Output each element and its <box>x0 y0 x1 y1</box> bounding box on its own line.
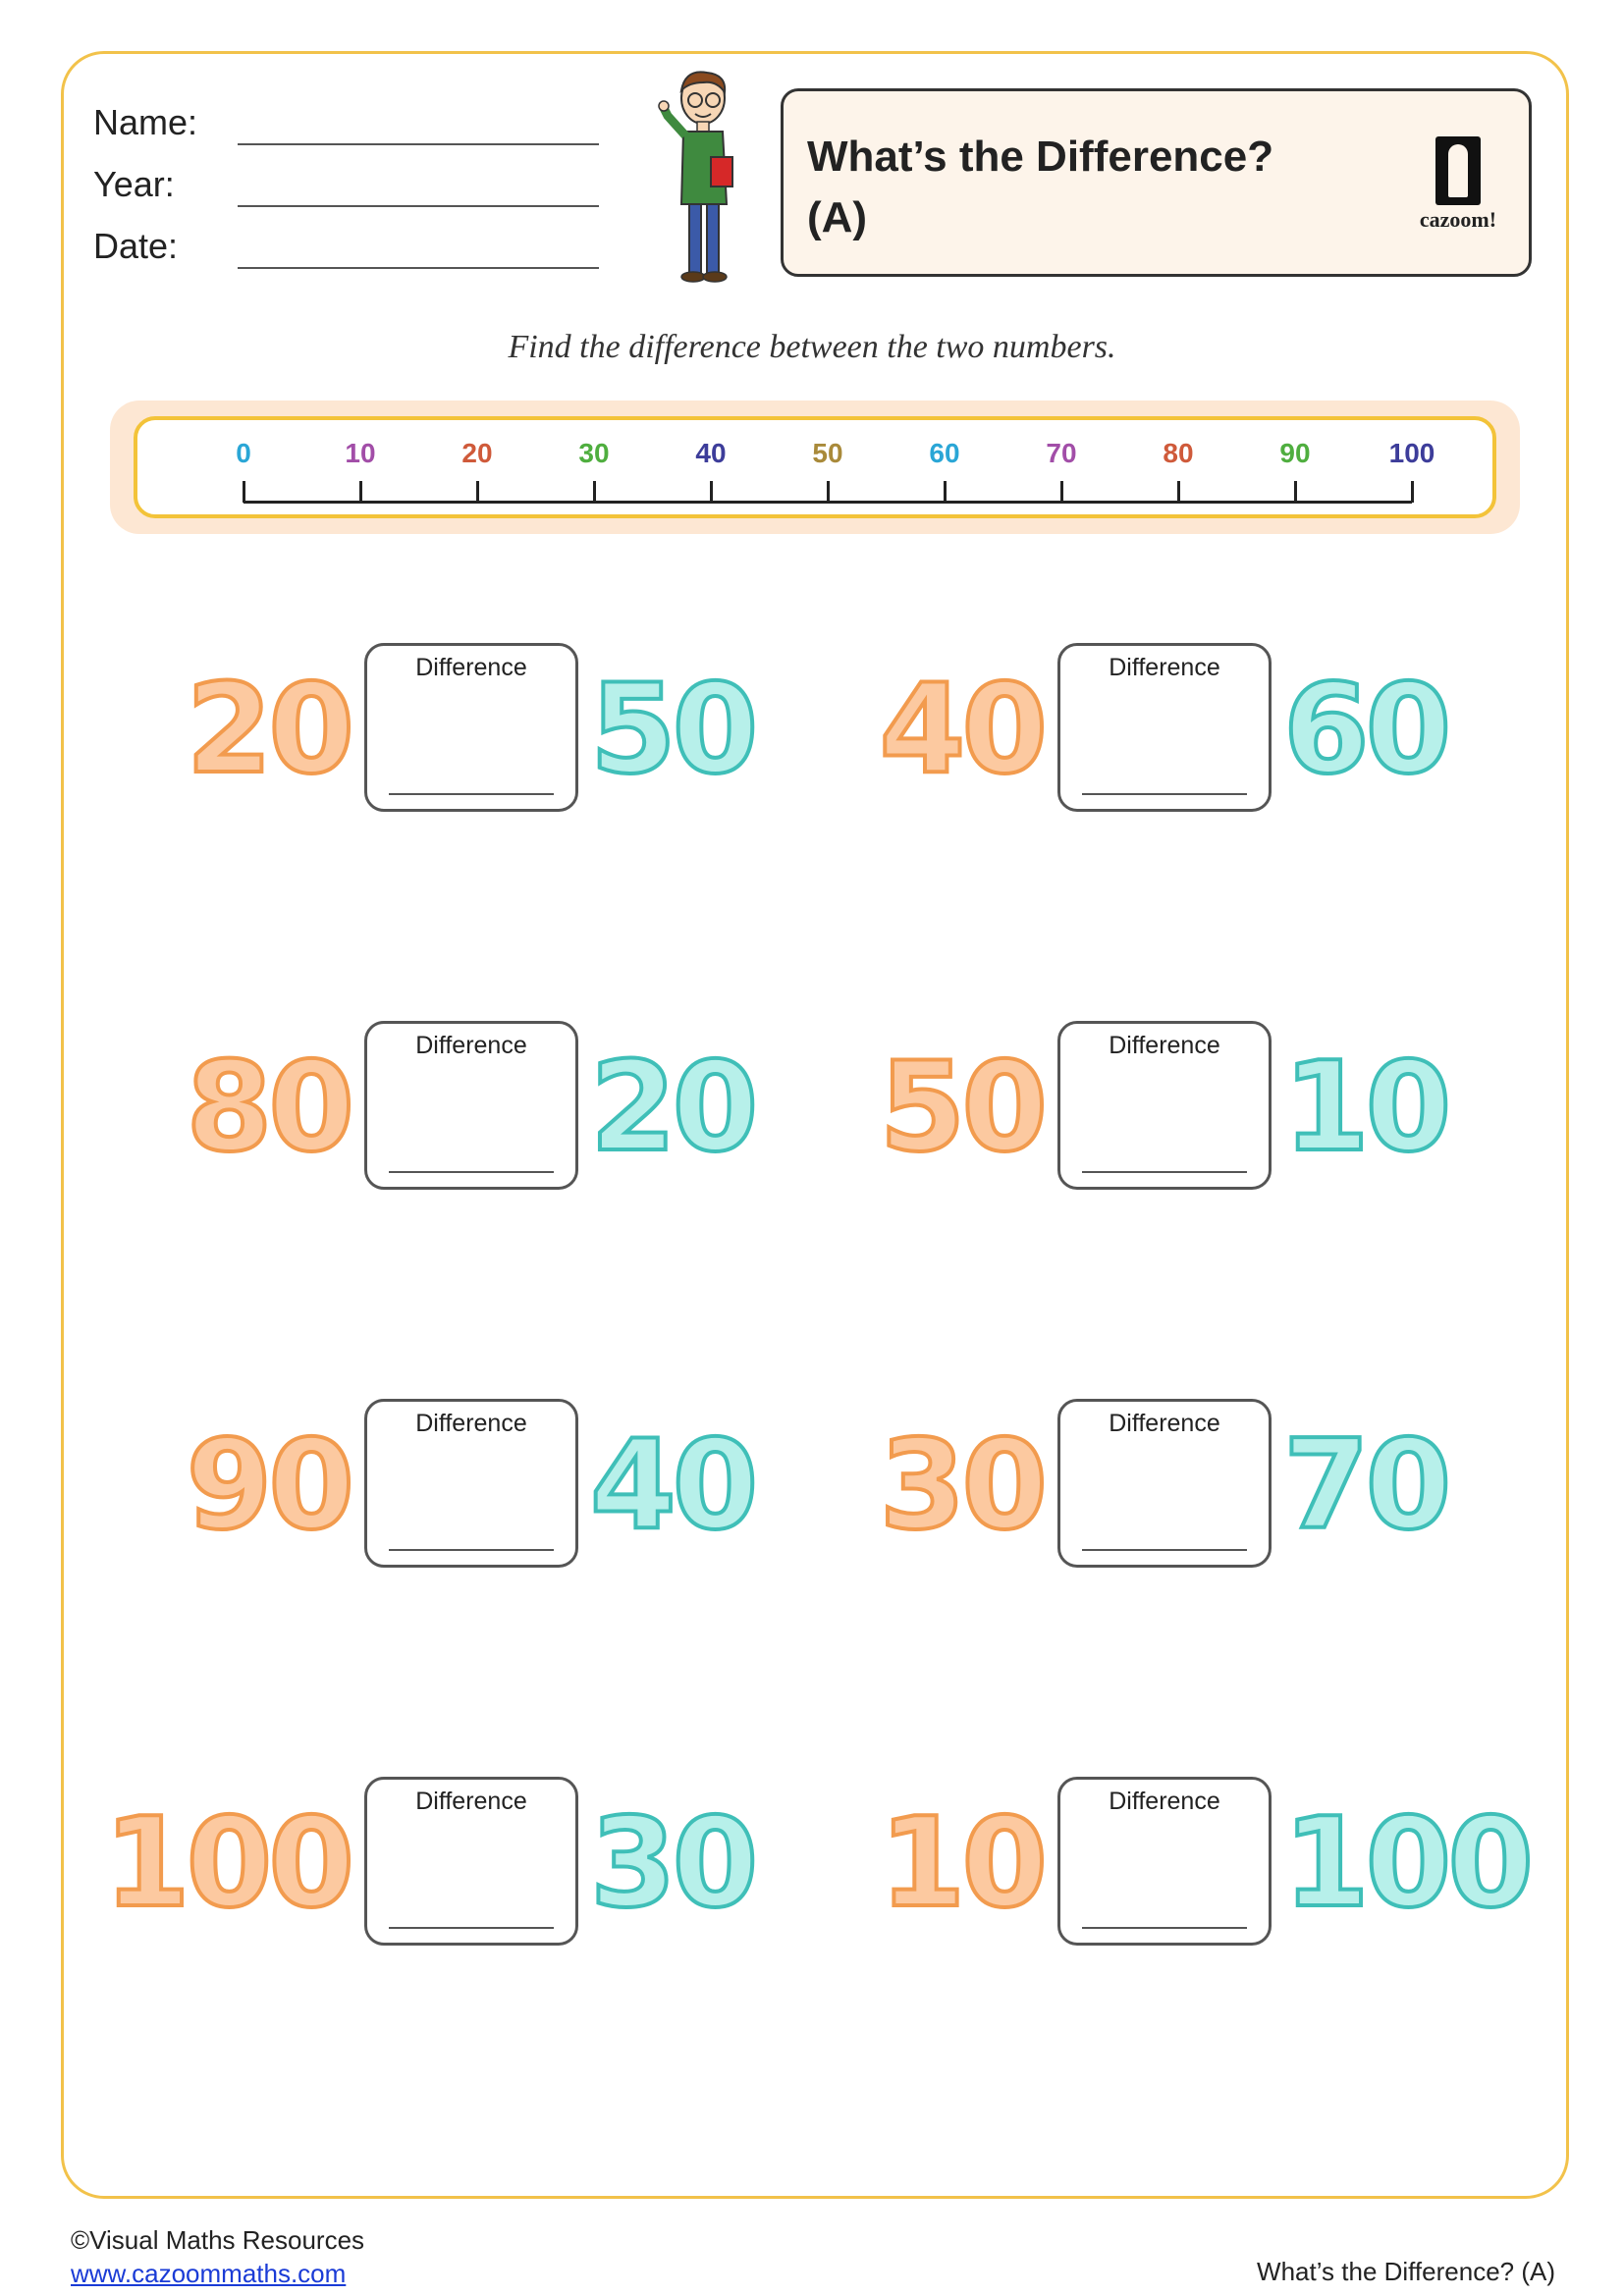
difference-label: Difference <box>1109 1032 1220 1059</box>
number-line-tick <box>359 481 362 503</box>
worksheet-title <box>807 127 1273 248</box>
answer-line[interactable] <box>389 1927 554 1929</box>
difference-label: Difference <box>415 1032 527 1059</box>
number-line-tick <box>476 481 479 503</box>
number-line-tick <box>944 481 947 503</box>
year-field[interactable] <box>93 164 238 205</box>
first-number: 90 <box>186 1413 351 1557</box>
number-line-tick <box>1177 481 1180 503</box>
difference-label: Difference <box>415 1410 527 1437</box>
year-line[interactable] <box>238 205 599 207</box>
website-link[interactable]: www.cazoommaths.com <box>71 2259 347 2288</box>
number-line-label: 60 <box>929 438 960 468</box>
number-line-tick <box>1411 481 1414 503</box>
second-number: 30 <box>590 1790 755 1935</box>
first-number: 20 <box>186 657 351 801</box>
difference-answer-box[interactable] <box>1057 1777 1272 1946</box>
number-line-tick <box>243 481 245 503</box>
difference-answer-box[interactable] <box>364 1399 578 1568</box>
answer-line[interactable] <box>389 1549 554 1551</box>
number-line-label: 10 <box>345 438 376 468</box>
difference-answer-box[interactable] <box>364 1021 578 1190</box>
number-line-label: 90 <box>1279 438 1311 468</box>
number-line-tick <box>710 481 713 503</box>
title-box <box>781 88 1532 277</box>
name-line[interactable] <box>238 143 599 145</box>
second-number: 100 <box>1283 1790 1531 1935</box>
footer-page-title: What’s the Difference? (A) <box>1257 2257 1555 2286</box>
difference-answer-box[interactable] <box>1057 1021 1272 1190</box>
cazoom-logo <box>1409 136 1507 233</box>
second-number: 20 <box>590 1035 755 1179</box>
name-label: Name: <box>93 102 198 142</box>
first-number: 40 <box>879 657 1044 801</box>
difference-label: Difference <box>1109 1788 1220 1815</box>
first-number: 30 <box>879 1413 1044 1557</box>
title-line-2: (A) <box>807 193 868 241</box>
answer-line[interactable] <box>1082 793 1247 795</box>
difference-label: Difference <box>415 1788 527 1815</box>
instruction-text: Find the difference between the two numbers. <box>508 329 1116 365</box>
answer-line[interactable] <box>1082 1549 1247 1551</box>
answer-line[interactable] <box>1082 1927 1247 1929</box>
date-line[interactable] <box>238 267 599 269</box>
number-line-tick <box>827 481 830 503</box>
logo-text: cazoom! <box>1419 207 1497 232</box>
number-line-label: 100 <box>1388 438 1435 468</box>
difference-label: Difference <box>415 654 527 681</box>
answer-line[interactable] <box>389 1171 554 1173</box>
date-label: Date: <box>93 226 179 266</box>
date-field[interactable] <box>93 226 238 267</box>
number-line-tick <box>1060 481 1063 503</box>
number-line <box>134 416 1496 518</box>
answer-line[interactable] <box>1082 1171 1247 1173</box>
difference-label: Difference <box>1109 1410 1220 1437</box>
first-number: 50 <box>879 1035 1044 1179</box>
answer-line[interactable] <box>389 793 554 795</box>
second-number: 70 <box>1283 1413 1448 1557</box>
difference-answer-box[interactable] <box>364 643 578 812</box>
copyright-text: ©Visual Maths Resources <box>71 2225 365 2255</box>
number-line-label: 40 <box>695 438 727 468</box>
number-line-label: 80 <box>1163 438 1194 468</box>
year-label: Year: <box>93 164 175 204</box>
footer-credits <box>71 2223 364 2290</box>
difference-answer-box[interactable] <box>364 1777 578 1946</box>
first-number: 10 <box>879 1790 1044 1935</box>
second-number: 50 <box>590 657 755 801</box>
title-line-1: What’s the Difference? <box>807 133 1274 181</box>
second-number: 60 <box>1283 657 1448 801</box>
number-line-label: 70 <box>1046 438 1077 468</box>
number-line-label: 0 <box>236 438 251 468</box>
second-number: 10 <box>1283 1035 1448 1179</box>
difference-answer-box[interactable] <box>1057 643 1272 812</box>
number-line-panel <box>110 400 1520 534</box>
cazoom-logo-icon <box>1435 136 1481 205</box>
difference-answer-box[interactable] <box>1057 1399 1272 1568</box>
number-line-label: 50 <box>812 438 843 468</box>
teacher-character-illustration <box>656 67 754 288</box>
number-line-label: 30 <box>578 438 610 468</box>
number-line-tick <box>1294 481 1297 503</box>
first-number: 100 <box>103 1790 351 1935</box>
difference-label: Difference <box>1109 654 1220 681</box>
number-line-label: 20 <box>461 438 493 468</box>
number-line-tick <box>593 481 596 503</box>
first-number: 80 <box>186 1035 351 1179</box>
second-number: 40 <box>590 1413 755 1557</box>
name-field[interactable] <box>93 102 238 143</box>
